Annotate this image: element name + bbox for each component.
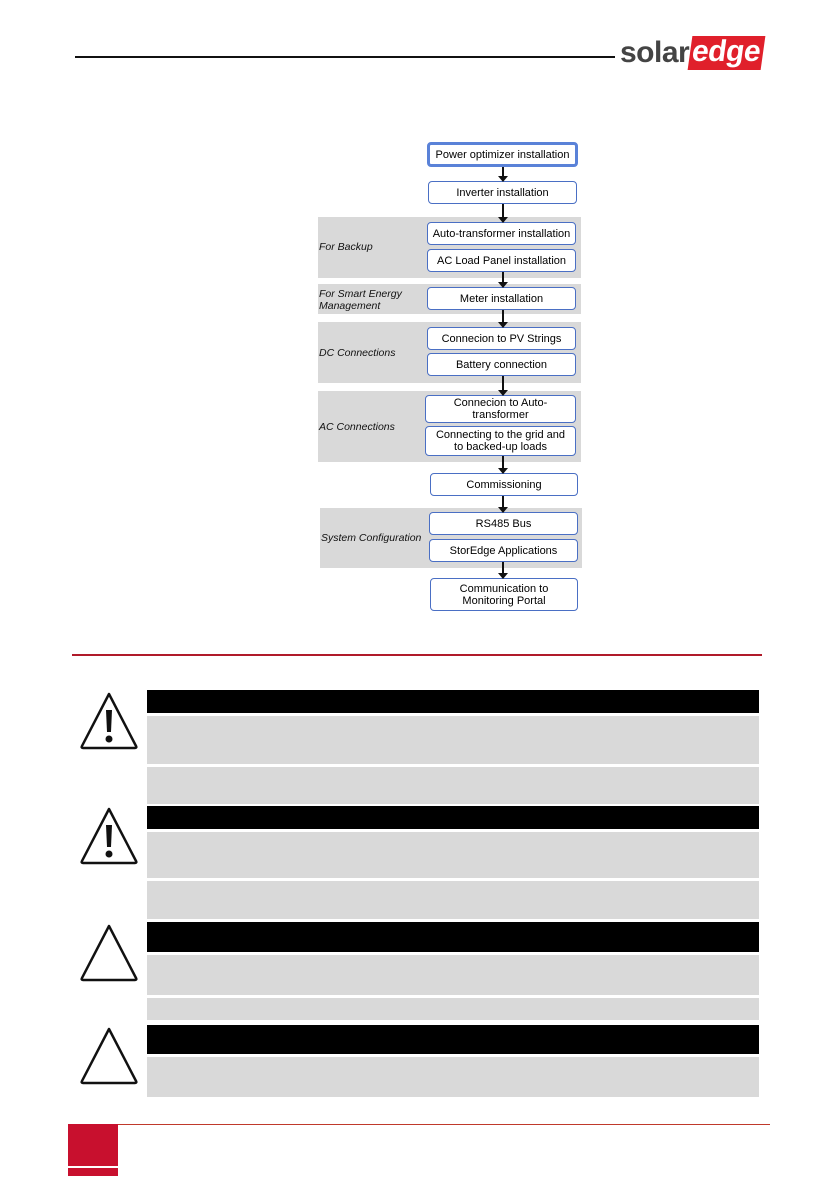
warning-triangle-icon <box>78 805 140 867</box>
caution-1-header <box>147 922 759 952</box>
footer-rule <box>118 1124 770 1125</box>
flow-arrow <box>502 272 504 287</box>
flow-arrow <box>502 496 504 512</box>
step-rs485-bus: RS485 Bus <box>429 512 578 535</box>
step-meter-installation: Meter installation <box>427 287 576 310</box>
warning-2-body <box>147 832 759 878</box>
flow-arrow <box>502 310 504 327</box>
caution-1-body <box>147 955 759 995</box>
group-label-dc-connections: DC Connections <box>319 347 396 359</box>
step-connection-pv-strings: Connecion to PV Strings <box>427 327 576 350</box>
step-ac-load-panel-installation: AC Load Panel installation <box>427 249 576 272</box>
step-auto-transformer-installation: Auto-transformer installation <box>427 222 576 245</box>
step-inverter-installation: Inverter installation <box>428 181 577 204</box>
logo-text-solar: solar <box>620 36 690 69</box>
step-commissioning: Commissioning <box>430 473 578 496</box>
step-communication-monitoring-portal: Communication to Monitoring Portal <box>430 578 578 611</box>
flow-arrow <box>502 167 504 181</box>
warning-2-header <box>147 806 759 829</box>
step-connecting-grid-backed-up-loads: Connecting to the grid and to backed-up loads <box>425 426 576 456</box>
flow-arrow <box>502 456 504 473</box>
caution-1-body-2 <box>147 998 759 1020</box>
group-label-for-backup: For Backup <box>319 241 373 253</box>
warning-triangle-icon <box>78 690 140 752</box>
group-label-system-configuration: System Configuration <box>321 532 422 544</box>
flow-arrow <box>502 376 504 395</box>
flow-arrow <box>502 562 504 578</box>
caution-2-header <box>147 1025 759 1054</box>
group-label-ac-connections: AC Connections <box>319 421 395 433</box>
warning-2-body-2 <box>147 881 759 919</box>
step-power-optimizer-installation: Power optimizer installation <box>427 142 578 167</box>
flow-arrow <box>502 204 504 222</box>
logo-text-edge: edge <box>688 36 766 70</box>
group-label-smart-energy: For Smart Energy Management <box>319 288 402 312</box>
caution-triangle-icon <box>78 922 140 984</box>
step-storedge-applications: StorEdge Applications <box>429 539 578 562</box>
step-battery-connection: Battery connection <box>427 353 576 376</box>
warning-1-body <box>147 716 759 764</box>
step-connection-auto-transformer: Connecion to Auto-transformer <box>425 395 576 423</box>
section-separator <box>72 654 762 656</box>
footer-page-tab-bottom <box>68 1168 118 1176</box>
caution-triangle-icon <box>78 1025 140 1087</box>
footer-page-tab <box>68 1124 118 1166</box>
warning-1-body-2 <box>147 767 759 804</box>
caution-2-body <box>147 1057 759 1097</box>
warning-1-header <box>147 690 759 713</box>
